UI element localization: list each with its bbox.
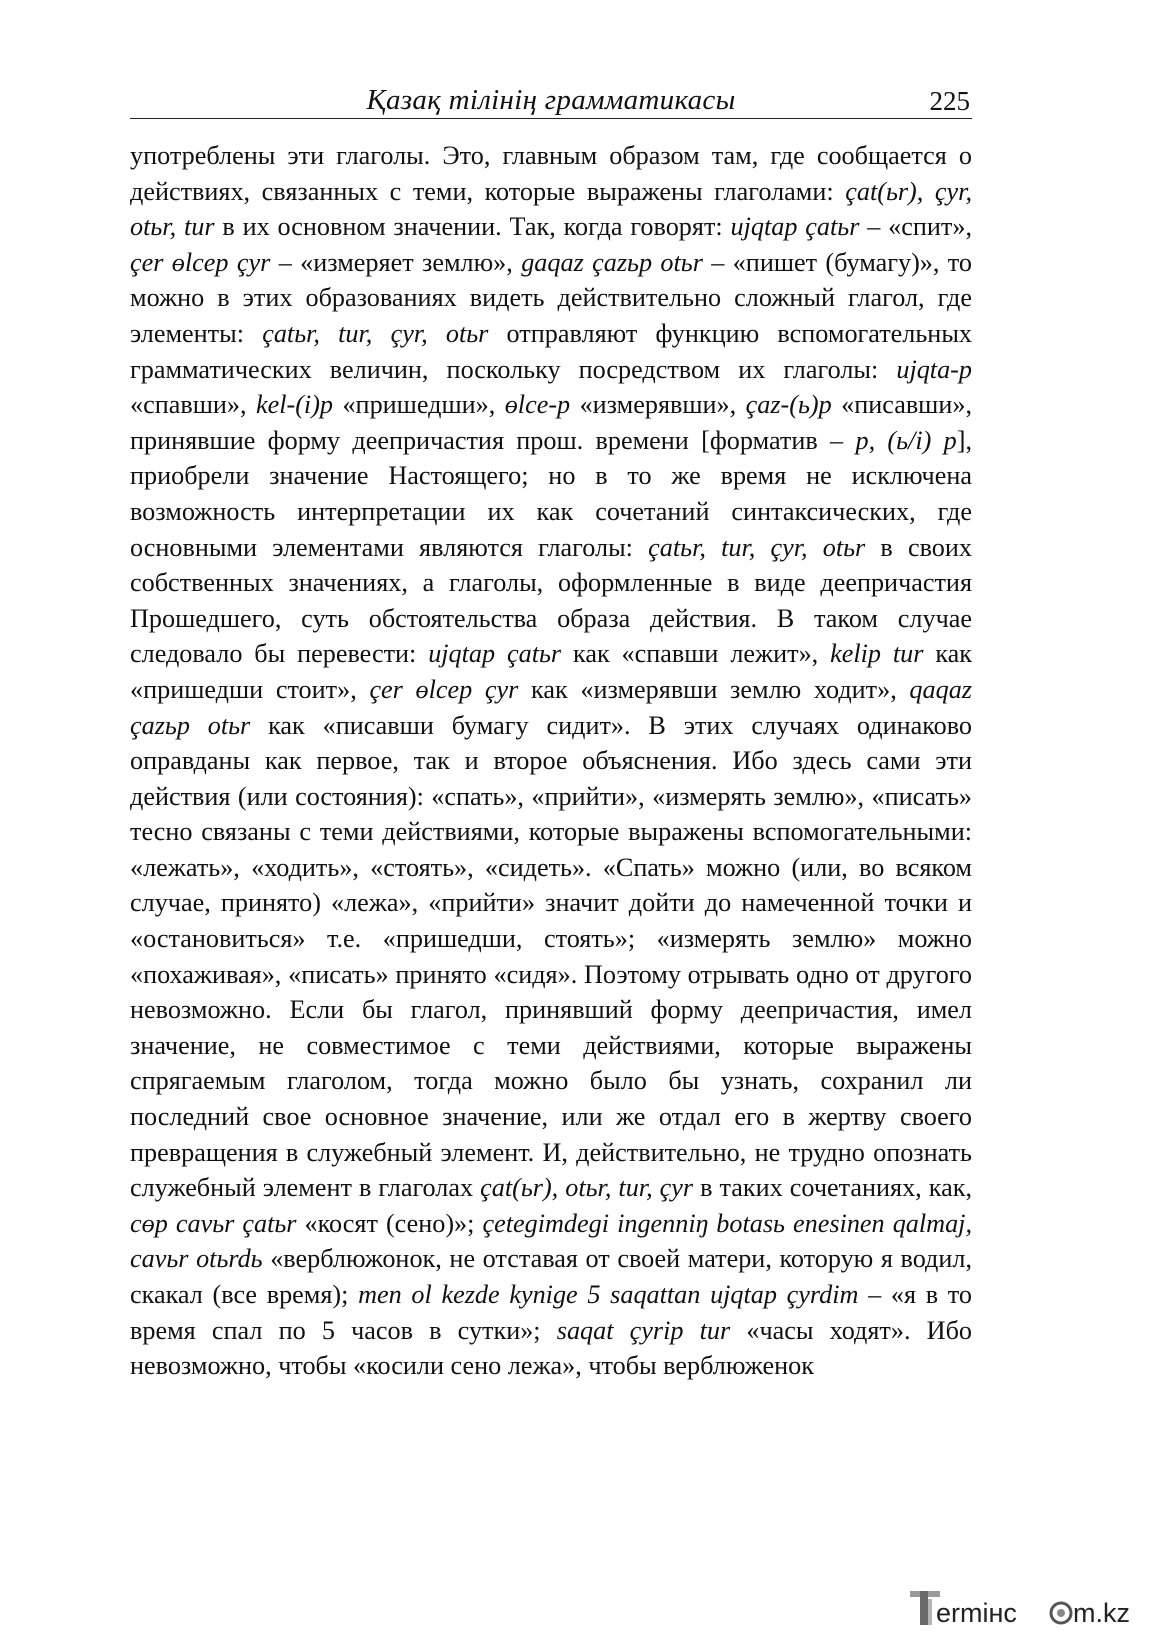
text-run: в своих собственных значениях, а глаголы, оформленные в виде деепричастия Прошедшего, суть обстоятельства образа действия. В таком случае следовало бы перевести: <box>130 532 972 669</box>
text-run: как «пришедши стоит», <box>130 639 972 704</box>
italic-term: kelip tur <box>830 639 924 669</box>
text-run: отправляют функцию вспомогательных грамматических величин, поскольку посредством их глаголы: <box>130 318 973 384</box>
text-run: как «измерявши землю ходит», <box>518 674 910 704</box>
italic-term: men ol kezde kynige 5 saqattan ujqtap çyrdim <box>358 1280 859 1309</box>
page-number: 225 <box>929 86 970 116</box>
italic-term: çer ɵlcep çyr <box>369 674 519 704</box>
text-run: «спавши», <box>130 390 256 420</box>
italic-term: qaqaz çazьp otьr <box>130 674 972 740</box>
text-run: – «спит», <box>859 212 972 242</box>
italic-term: çatьr, tur, çyr, otьr <box>648 532 866 562</box>
text-run: «косят (сено)»; <box>296 1208 483 1238</box>
text-run: – «я в то время спал по 5 часов в сутки»; <box>130 1280 973 1345</box>
text-run: в их основном значении. Так, когда говорят: <box>214 212 731 242</box>
text-run: как «спавши лежит», <box>561 639 831 669</box>
text-run: «часы ходят». Ибо невозможно, чтобы «косили сено лежа», чтобы верблюженок <box>130 1315 972 1381</box>
header-title: Қазақ тілінің грамматикасы <box>366 84 736 116</box>
body-paragraph <box>130 138 972 1384</box>
italic-term: gaqaz çazьp otьr <box>521 247 703 277</box>
italic-term: çat(ьr), otьr, tur, çyr <box>480 1173 694 1203</box>
italic-term: p, (ь/i) p <box>855 425 957 455</box>
watermark-text-a: ermінc <box>936 1598 1017 1628</box>
text-run: «пришедши», <box>333 390 505 420</box>
italic-term: ujqtap çatьr <box>428 639 562 669</box>
italic-term: çatьr, tur, çyr, otьr <box>262 318 489 348</box>
italic-term: cɵp cavьr çatьr <box>130 1208 297 1238</box>
running-header <box>130 82 972 119</box>
italic-term: ujqtap çatьr <box>730 212 860 242</box>
text-run: как «писавши бумагу сидит». В этих случаях одинаково оправданы как первое, так и второе объяснения. Ибо здесь сами эти действия (или состояния): «спать», «прийти», «измерять землю», «писать» тесно связаны с теми действиями, которые выражены вспомогательными: «лежать», «ходить», «стоять», «сидеть». «Спать» можно (или, во всяком случае, принято) «лежа», «прийти» значит дойти до намеченной точки и «остановиться» т.е. «пришедши, стоять»; «измерять землю» можно «похаживая», «писать» принято «сидя». Поэтому отрывать одно от другого невозможно. Если бы глагол, принявший форму деепричастия, имел значение, не совместимое с теми действиями, которые выражены спрягаемым глаголом, тогда можно было бы узнать, сохранил ли последний свое основное значение, или же отдал его в жертву своего превращения в служебный элемент. И, действительно, не трудно опознать служебный элемент в глаголах <box>130 710 972 1203</box>
italic-term: ɵlce-p <box>504 390 571 420</box>
italic-term: çetegimdegi ingenniŋ botasь enesinen qalmaj, cavьr otьrdь <box>130 1208 972 1274</box>
text-run: употреблены эти глаголы. Это, главным образом там, где сообщается о действиях, связанных с теми, которые выражены глаголами: <box>130 141 972 206</box>
text-run: «верблюжонок, не отставая от своей матери, которую я водил, скакал (все время); <box>130 1244 973 1309</box>
italic-term: çer ɵlcep çyr <box>130 247 271 277</box>
text-run: «измерявши», <box>570 390 746 420</box>
terminсom-logo-watermark <box>908 1585 1138 1633</box>
italic-term: ujqta-p <box>896 354 972 384</box>
watermark-text-b: m.kz <box>1073 1598 1130 1628</box>
italic-term: saqat çyrip tur <box>556 1315 731 1345</box>
logo-globe-icon <box>1051 1603 1071 1623</box>
italic-term: çaz-(ь)p <box>745 390 832 420</box>
italic-term: kel-(i)p <box>255 390 334 420</box>
italic-term: çat(ьr), çyr, otьr, tur <box>130 176 972 242</box>
text-run: – «пишет (бумагу)», то можно в этих образованиях видеть действительно сложный глагол, где элементы: <box>130 247 973 348</box>
text-run: «писавши», принявшие форму деепричастия прош. времени [форматив – <box>130 390 973 455</box>
text-run: – «измеряет землю», <box>270 247 522 277</box>
text-run: в таких сочетаниях, как, <box>693 1173 972 1203</box>
text-run: ], приобрели значение Настоящего; но в то же время не исключена возможность интерпретации их как сочетаний синтаксических, где основными элементами являются глаголы: <box>130 425 972 562</box>
